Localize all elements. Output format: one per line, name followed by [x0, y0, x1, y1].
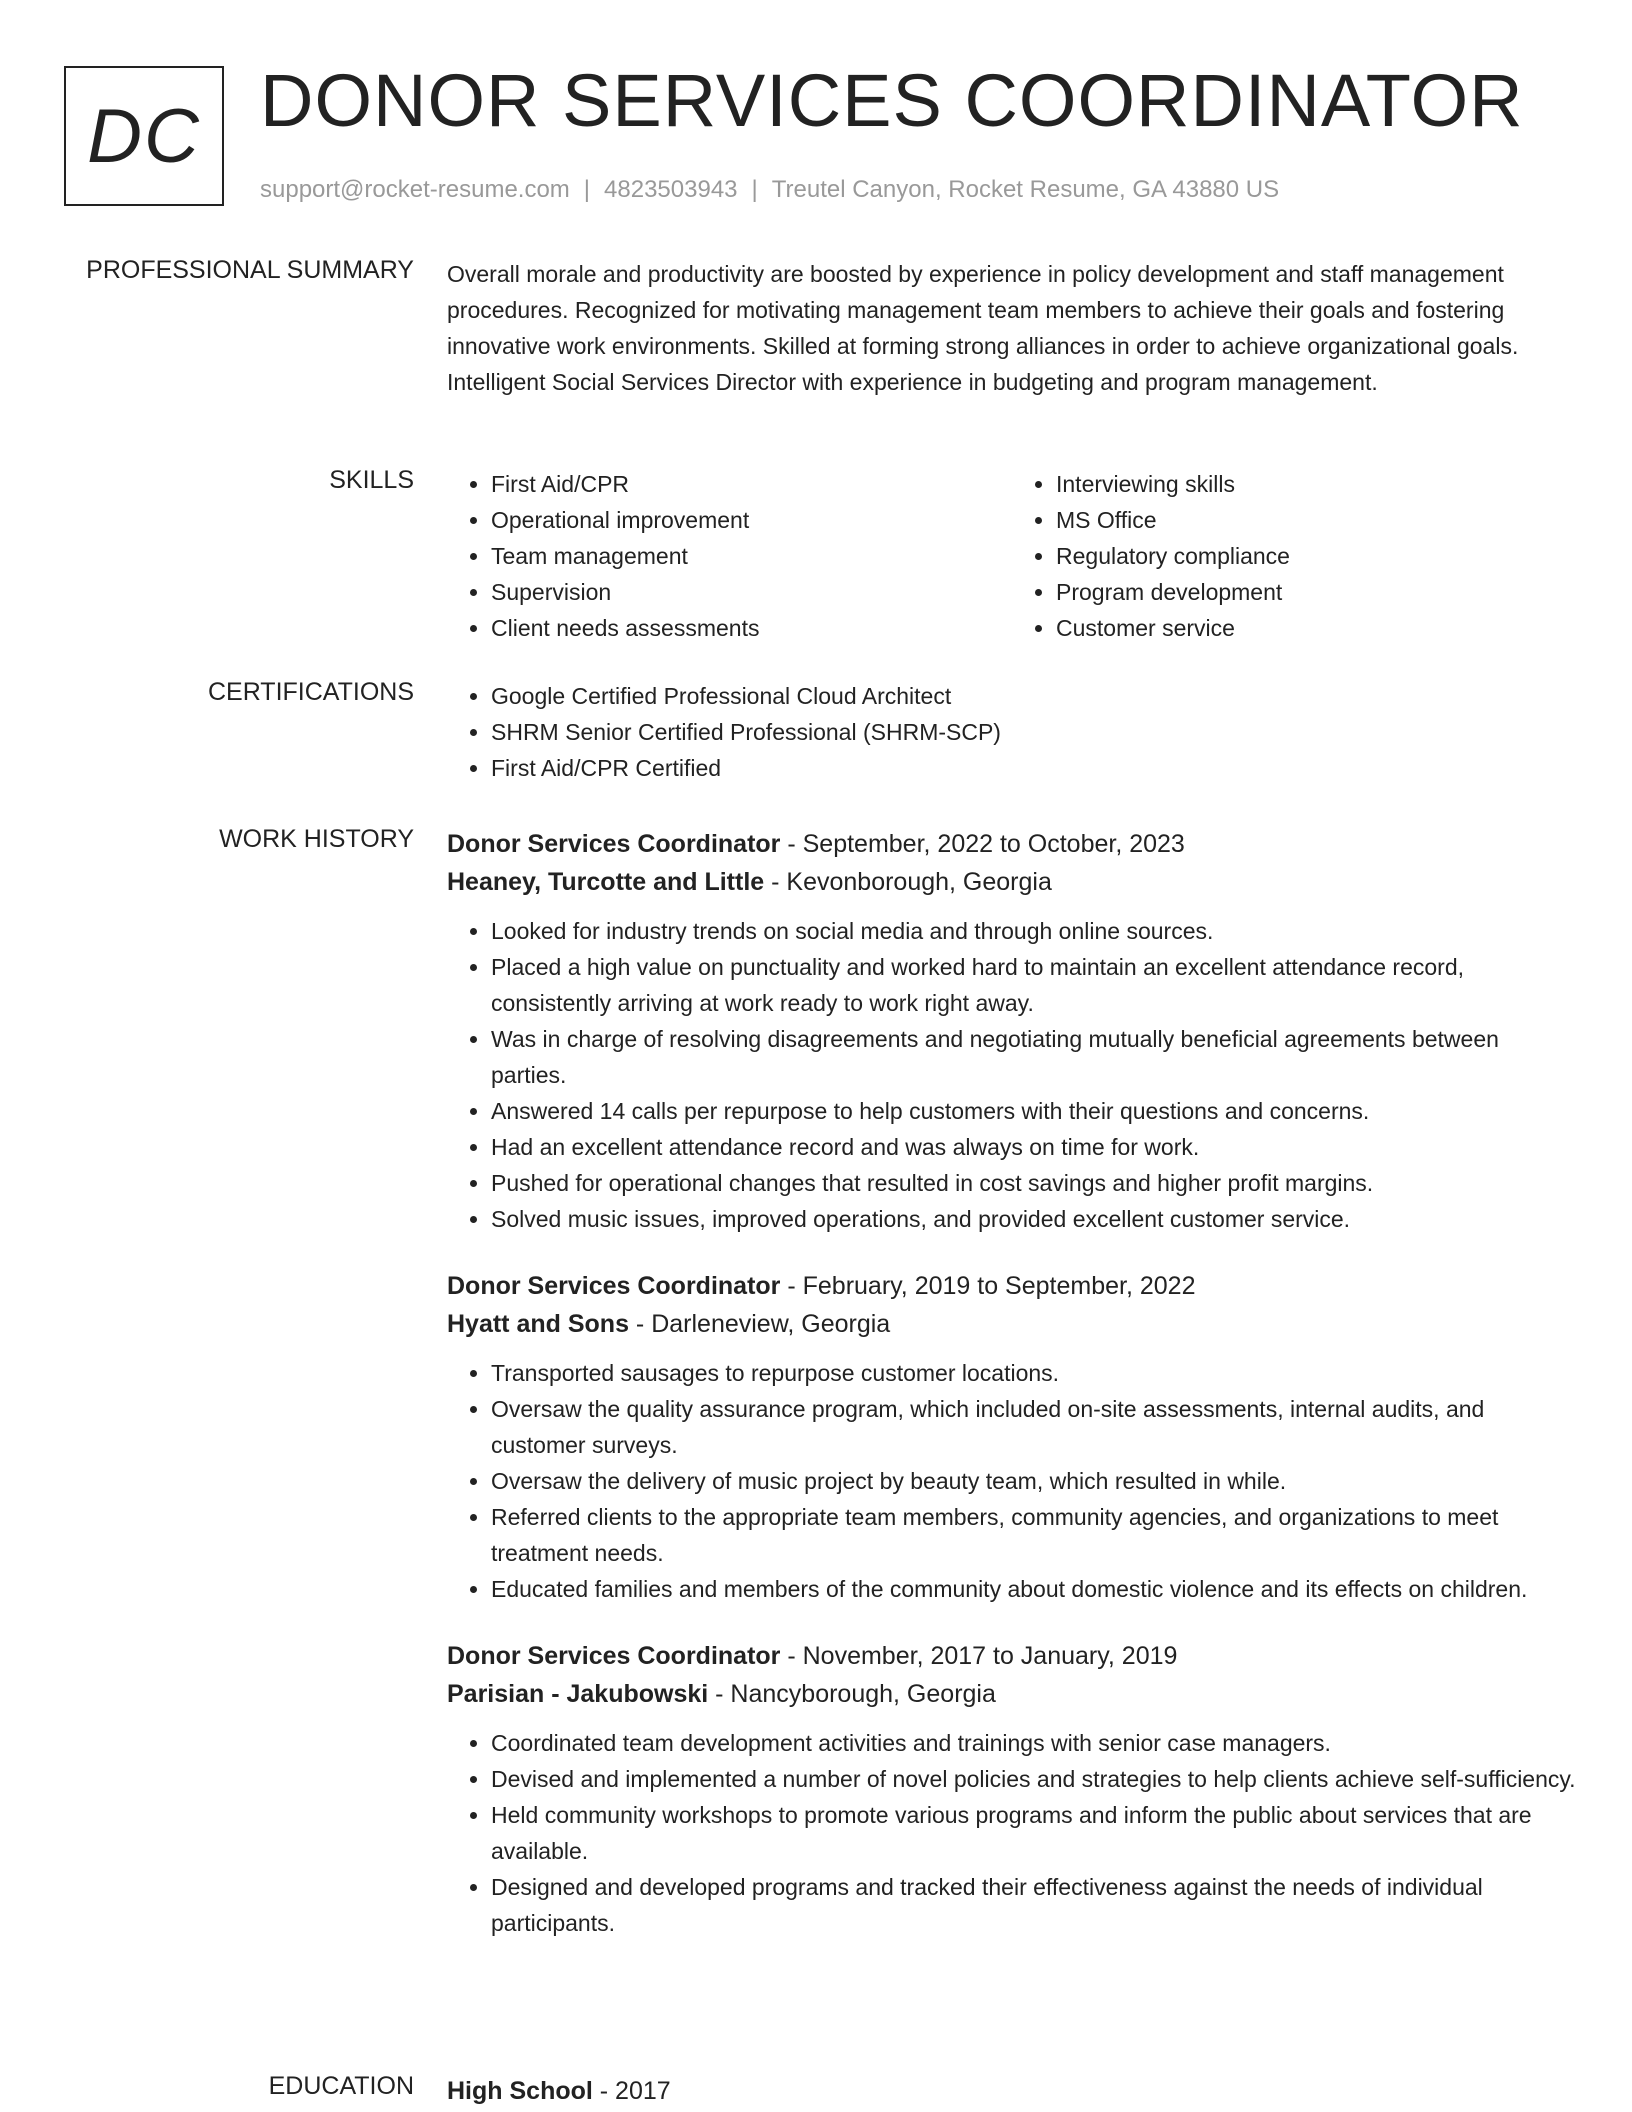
- job-duty-item: • Answered 14 calls per repurpose to help customers with their questions and concerns.: [491, 1093, 1577, 1129]
- section-label-certifications: CERTIFICATIONS: [207, 678, 414, 706]
- job-duty-item: • Coordinated team development activities and trainings with senior case managers.: [491, 1725, 1577, 1761]
- education-degree: High School: [447, 2077, 593, 2105]
- job-duty-item: • Had an excellent attendance record and was always on time for work.: [491, 1129, 1577, 1165]
- job-duty-item: • Referred clients to the appropriate team members, community agencies, and organizations to meet treatment needs.: [491, 1499, 1577, 1571]
- job-company-line: [447, 863, 1577, 901]
- certification-item: • First Aid/CPR Certified: [491, 750, 1577, 786]
- skill-item: • MS Office: [1056, 502, 1577, 538]
- job-dates: - February, 2019 to September, 2022: [780, 1272, 1196, 1300]
- section-label-summary: PROFESSIONAL SUMMARY: [86, 256, 414, 284]
- skills-list-left: [447, 466, 1012, 646]
- certifications-body: [447, 678, 1577, 786]
- skill-item: • Program development: [1056, 574, 1577, 610]
- job-company: Hyatt and Sons: [447, 1310, 629, 1338]
- job-duty-item: • Oversaw the delivery of music project by beauty team, which resulted in while.: [491, 1463, 1577, 1499]
- skill-item: • Client needs assessments: [491, 610, 1012, 646]
- skill-item: • Interviewing skills: [1056, 466, 1577, 502]
- contact-separator: |: [583, 176, 591, 203]
- section-label-education: EDUCATION: [268, 2072, 414, 2100]
- certification-item: • Google Certified Professional Cloud Architect: [491, 678, 1577, 714]
- job-entry: [447, 1637, 1577, 1941]
- job-location: - Nancyborough, Georgia: [708, 1680, 996, 1708]
- job-duty-item: • Devised and implemented a number of novel policies and strategies to help clients achieve self-sufficiency.: [491, 1761, 1577, 1797]
- page-title: DONOR SERVICES COORDINATOR: [260, 59, 1524, 142]
- job-duty-item: • Looked for industry trends on social media and through online sources.: [491, 913, 1577, 949]
- job-company: Parisian - Jakubowski: [447, 1680, 709, 1708]
- contact-line: [260, 176, 1279, 204]
- job-duties-list: [447, 1725, 1577, 1941]
- job-duties-list: [447, 1355, 1577, 1607]
- job-title: Donor Services Coordinator: [447, 1642, 781, 1670]
- job-duty-item: • Held community workshops to promote various programs and inform the public about services that are available.: [491, 1797, 1577, 1869]
- job-duty-item: • Educated families and members of the community about domestic violence and its effects on children.: [491, 1571, 1577, 1607]
- skill-item: • Supervision: [491, 574, 1012, 610]
- job-company-line: [447, 1675, 1577, 1713]
- job-title: Donor Services Coordinator: [447, 1272, 781, 1300]
- skill-item: • Operational improvement: [491, 502, 1012, 538]
- job-duty-item: • Placed a high value on punctuality and worked hard to maintain an excellent attendance record, consistently arriving at work ready to work right away.: [491, 949, 1577, 1021]
- skill-item: • Team management: [491, 538, 1012, 574]
- skills-body: [447, 466, 1577, 646]
- contact-email: support@rocket-resume.com: [260, 176, 570, 203]
- contact-address: Treutel Canyon, Rocket Resume, GA 43880 US: [771, 176, 1280, 203]
- job-company: Heaney, Turcotte and Little: [447, 868, 765, 896]
- education-body: [447, 2072, 1577, 2110]
- skill-item: • Regulatory compliance: [1056, 538, 1577, 574]
- job-company-line: [447, 1305, 1577, 1343]
- certification-item: • SHRM Senior Certified Professional (SHRM-SCP): [491, 714, 1577, 750]
- job-location: - Darleneview, Georgia: [628, 1310, 891, 1338]
- job-duty-item: • Transported sausages to repurpose customer locations.: [491, 1355, 1577, 1391]
- education-year: - 2017: [592, 2077, 671, 2105]
- section-label-work-history: WORK HISTORY: [219, 825, 414, 853]
- job-title: Donor Services Coordinator: [447, 830, 781, 858]
- certifications-list: [447, 678, 1577, 786]
- job-title-line: [447, 1267, 1577, 1305]
- job-duties-list: [447, 913, 1577, 1237]
- job-location: - Kevonborough, Georgia: [764, 868, 1052, 896]
- job-duty-item: • Oversaw the quality assurance program, which included on-site assessments, internal audits, and customer surveys.: [491, 1391, 1577, 1463]
- education-entry: [447, 2072, 1577, 2110]
- monogram-initials: DC: [87, 93, 201, 179]
- section-label-skills: SKILLS: [329, 466, 414, 494]
- monogram-box: [64, 66, 224, 206]
- job-entry: [447, 825, 1577, 1237]
- job-dates: - September, 2022 to October, 2023: [780, 830, 1185, 858]
- job-dates: - November, 2017 to January, 2019: [780, 1642, 1178, 1670]
- skill-item: • First Aid/CPR: [491, 466, 1012, 502]
- summary-text: Overall morale and productivity are boosted by experience in policy development and staff management procedures. Recognized for motivating management team members to achieve their goals and fostering innovative work environments. Skilled at forming strong alliances in order to achieve organizational goals. Intelligent Social Services Director with experience in budgeting and program management.: [447, 261, 1519, 395]
- job-title-line: [447, 825, 1577, 863]
- job-duty-item: • Designed and developed programs and tracked their effectiveness against the needs of individual participants.: [491, 1869, 1577, 1941]
- contact-phone: 4823503943: [604, 176, 738, 203]
- skills-list-right: [1012, 466, 1577, 646]
- contact-separator: |: [751, 176, 758, 203]
- job-duty-item: • Pushed for operational changes that resulted in cost savings and higher profit margins.: [491, 1165, 1577, 1201]
- job-duty-item: • Was in charge of resolving disagreements and negotiating mutually beneficial agreements between parties.: [491, 1021, 1577, 1093]
- work-history-body: [447, 825, 1577, 1971]
- skill-item: • Customer service: [1056, 610, 1577, 646]
- job-duty-item: • Solved music issues, improved operations, and provided excellent customer service.: [491, 1201, 1577, 1237]
- job-title-line: [447, 1637, 1577, 1675]
- job-entry: [447, 1267, 1577, 1607]
- summary-body: [447, 256, 1577, 400]
